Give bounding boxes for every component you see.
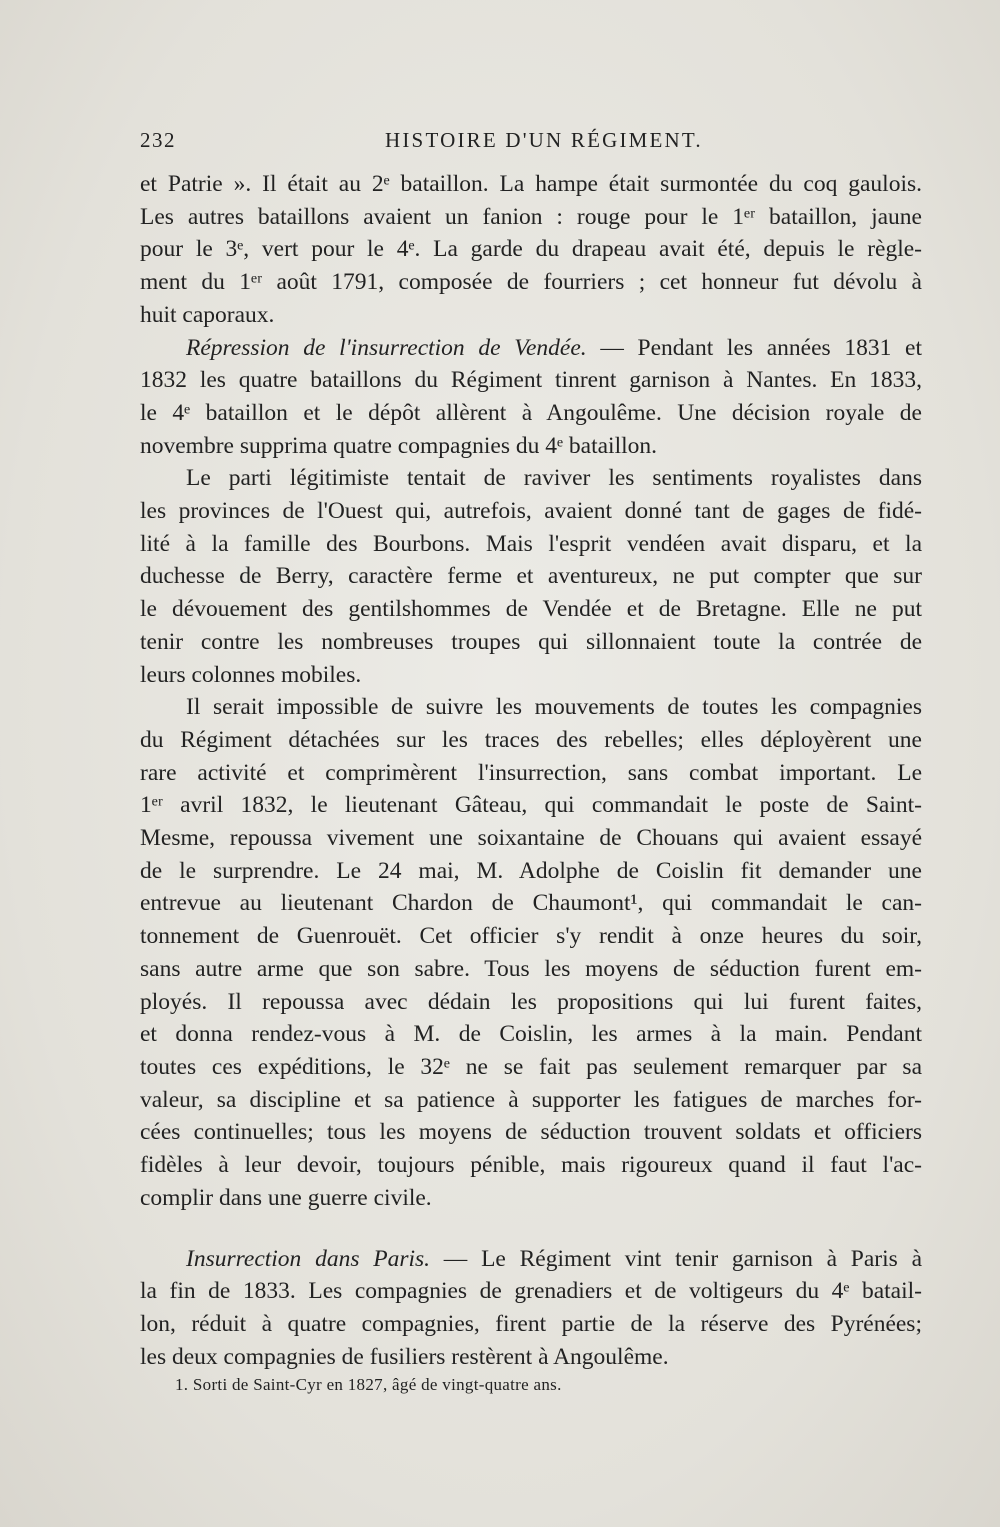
text-line	[140, 332, 922, 365]
body-text	[140, 168, 922, 1373]
text-run: — Le Régiment vint tenir garnison à Paris à	[430, 1245, 922, 1272]
section-heading: Insurrection dans Paris.	[186, 1245, 431, 1272]
text-line: les provinces de l'Ouest qui, autrefois, avaient donné tant de gages de fidé-	[140, 498, 922, 525]
text-line: 1832 les quatre bataillons du Régiment tinrent garnison à Nantes. En 1833,	[140, 367, 922, 394]
text-line: tonnement de Guenrouët. Cet officier s'y rendit à onze heures du soir,	[140, 923, 922, 950]
text-line: leurs colonnes mobiles.	[140, 661, 362, 688]
text-line: duchesse de Berry, caractère ferme et aventureux, ne put compter que sur	[140, 563, 922, 590]
text-line: les deux compagnies de fusiliers restèrent à Angoulême.	[140, 1343, 669, 1370]
text-run: — Pendant les années 1831 et	[586, 334, 922, 361]
text-line: rare activité et comprimèrent l'insurrection, sans combat important. Le	[140, 759, 922, 786]
text-line: pour le 3ᵉ, vert pour le 4ᵉ. La garde du drapeau avait été, depuis le règle-	[140, 236, 922, 263]
text-line: Les autres bataillons avaient un fanion : rouge pour le 1ᵉʳ bataillon, jaune	[140, 203, 922, 230]
text-line: le dévouement des gentilshommes de Vendée et de Bretagne. Elle ne put	[140, 596, 922, 623]
text-line: ployés. Il repoussa avec dédain les propositions qui lui furent faites,	[140, 988, 922, 1015]
running-title: HISTOIRE D'UN RÉGIMENT.	[385, 128, 703, 152]
paragraph-compagnies	[140, 691, 922, 1214]
text-line: de le surprendre. Le 24 mai, M. Adolphe de Coislin fit demander une	[140, 857, 922, 884]
text-line: lité à la famille des Bourbons. Mais l'esprit vendéen avait disparu, et la	[140, 530, 922, 557]
page-header	[140, 128, 920, 158]
text-line: Le parti légitimiste tentait de raviver les sentiments royalistes dans	[186, 465, 922, 492]
text-line: et Patrie ». Il était au 2ᵉ bataillon. La hampe était surmontée du coq gaulois.	[140, 171, 922, 197]
text-line: entrevue au lieutenant Chardon de Chaumont¹, qui commandait le can-	[140, 890, 922, 917]
footnote: 1. Sorti de Saint-Cyr en 1827, âgé de vingt-quatre ans.	[175, 1375, 562, 1394]
text-line: le 4ᵉ bataillon et le dépôt allèrent à Angoulême. Une décision royale de	[140, 399, 922, 426]
text-line: toutes ces expéditions, le 32ᵉ ne se fait pas seulement remarquer par sa	[140, 1053, 922, 1080]
text-line: et donna rendez-vous à M. de Coislin, les armes à la main. Pendant	[140, 1021, 922, 1048]
paragraph-legitimiste	[140, 462, 922, 691]
text-line	[140, 1243, 922, 1276]
text-line: valeur, sa discipline et sa patience à supporter les fatigues de marches for-	[140, 1086, 922, 1113]
paragraph-vendee	[140, 332, 922, 463]
text-line: Il serait impossible de suivre les mouvements de toutes les compagnies	[186, 694, 922, 721]
text-line: novembre supprima quatre compagnies du 4ᵉ bataillon.	[140, 432, 658, 459]
section-heading: Répression de l'insurrection de Vendée.	[186, 334, 587, 361]
text-line: 1ᵉʳ avril 1832, le lieutenant Gâteau, qui commandait le poste de Saint-	[140, 792, 922, 819]
text-line: tenir contre les nombreuses troupes qui sillonnaient toute la contrée de	[140, 628, 922, 655]
page-number: 232	[140, 128, 176, 152]
text-line: cées continuelles; tous les moyens de séduction trouvent soldats et officiers	[140, 1119, 922, 1146]
text-line: huit caporaux.	[140, 301, 275, 328]
text-line: ment du 1ᵉʳ août 1791, composée de fourriers ; cet honneur fut dévolu à	[140, 269, 922, 296]
text-line: sans autre arme que son sabre. Tous les moyens de séduction furent em-	[140, 955, 922, 982]
text-line: lon, réduit à quatre compagnies, firent partie de la réserve des Pyrénées;	[140, 1310, 922, 1337]
paragraph-paris	[140, 1243, 922, 1374]
text-line: complir dans une guerre civile.	[140, 1184, 432, 1211]
text-line: Mesme, repoussa vivement une soixantaine de Chouans qui avaient essayé	[140, 825, 922, 852]
text-line: fidèles à leur devoir, toujours pénible, mais rigoureux quand il faut l'ac-	[140, 1152, 922, 1179]
paragraph-flag	[140, 168, 922, 332]
text-line: la fin de 1833. Les compagnies de grenadiers et de voltigeurs du 4ᵉ batail-	[140, 1278, 922, 1305]
text-line: du Régiment détachées sur les traces des rebelles; elles déployèrent une	[140, 726, 922, 753]
